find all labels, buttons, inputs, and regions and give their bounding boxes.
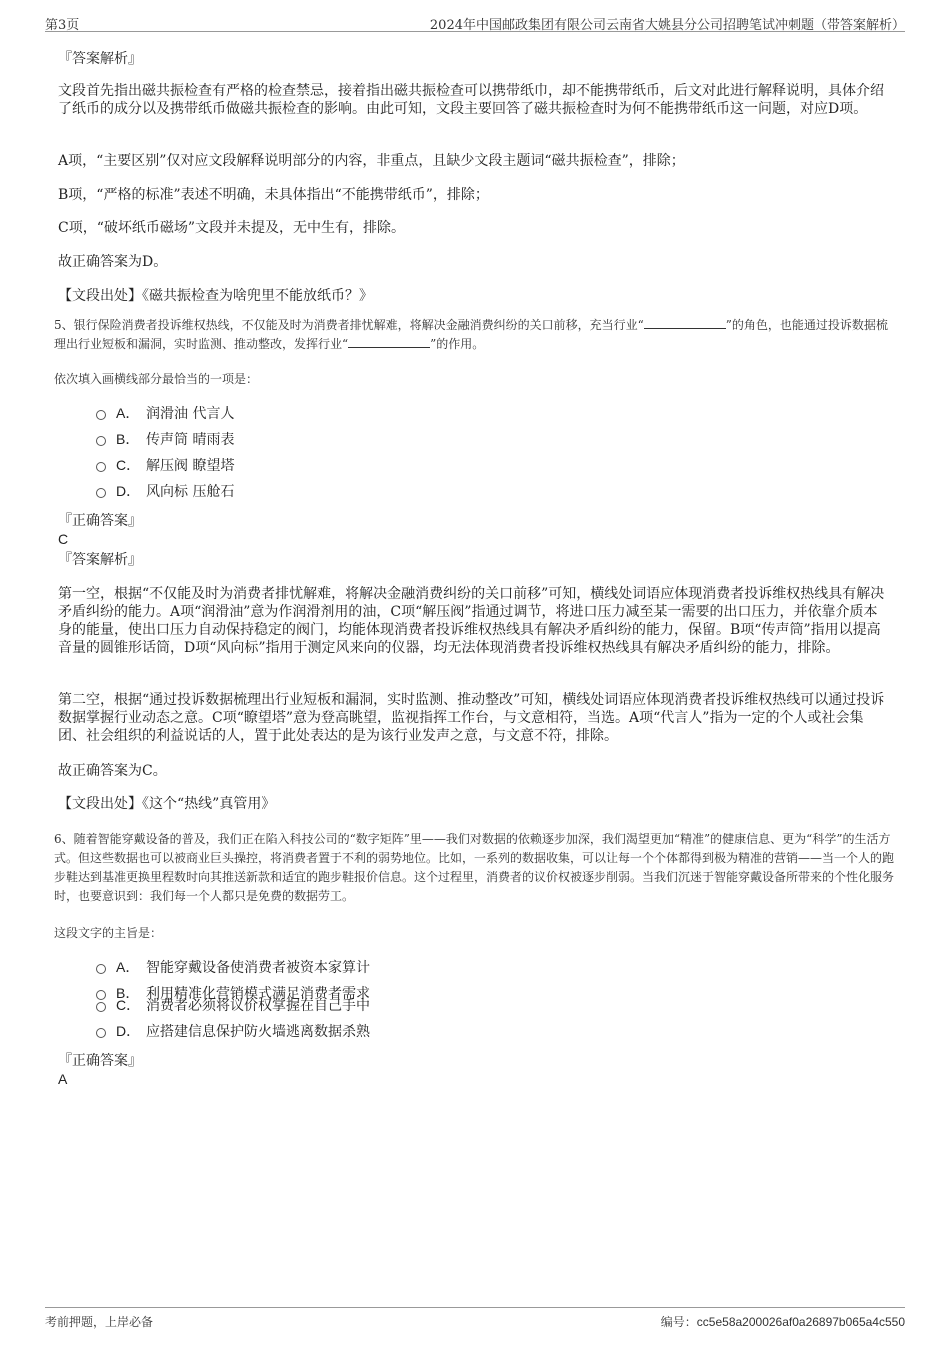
- footer-divider: [45, 1307, 905, 1308]
- option-text: 传声筒 晴雨表: [146, 432, 235, 448]
- radio-icon[interactable]: [96, 410, 106, 420]
- q6-option-a[interactable]: [96, 957, 370, 977]
- q5-conclusion: 故正确答案为C。: [58, 763, 167, 779]
- q4-source: 【文段出处】《磁共振检查为啥兜里不能放纸币？》: [58, 288, 373, 304]
- option-text: 解压阀 瞭望塔: [146, 458, 235, 474]
- option-letter: D．: [116, 483, 141, 499]
- q5-stem: [54, 316, 899, 354]
- option-letter: C．: [116, 457, 141, 473]
- q5-analysis-paragraph-1: 第一空，根据“不仅能及时为消费者排忧解难，将解决金融消费纠纷的关口前移”可知，横线处词语应体现消费者投诉维权热线具有解决矛盾纠纷的能力。A项“润滑油”意为作润滑剂用的油，C项“解压阀”指通过调节，将进口压力减至某一需要的出口压力，并依靠介质本身的能量，使出口压力自动保持稳定的阀门，均能体现消费者投诉维权热线具有解决矛盾纠纷的能力，保留。B项“传声筒”指用以提高音量的圆锥形话筒，D项“风向标”指用于测定风来向的仪器，均无法体现消费者投诉维权热线具有解决矛盾纠纷的能力，排除。: [58, 586, 885, 656]
- radio-icon[interactable]: [96, 462, 106, 472]
- radio-icon[interactable]: [96, 436, 106, 446]
- option-letter: B．: [116, 985, 140, 1001]
- radio-icon[interactable]: [96, 1028, 106, 1038]
- q4-option-b-analysis: B项，“严格的标准”表述不明确，未具体指出“不能携带纸币”，排除；: [58, 187, 489, 203]
- q5-answer: C: [58, 531, 69, 547]
- q5-analysis-heading: 『答案解析』: [58, 552, 142, 568]
- q4-option-c-analysis: C项，“破坏纸币磁场”文段并未提及，无中生有，排除。: [58, 220, 406, 236]
- option-letter: A．: [116, 959, 140, 975]
- page-number: 第3页: [45, 18, 80, 33]
- q4-conclusion: 故正确答案为D。: [58, 254, 168, 270]
- option-letter: A．: [116, 405, 140, 421]
- q6-answer-heading: 『正确答案』: [58, 1053, 142, 1069]
- radio-icon[interactable]: [96, 488, 106, 498]
- q5-stem-part3: ”的作用。: [430, 337, 485, 351]
- q5-prompt: 依次填入画横线部分最恰当的一项是：: [54, 372, 259, 386]
- q5-source: 【文段出处】《这个“热线”真管用》: [58, 796, 276, 812]
- option-text: 利用精准化营销模式满足消费者需求: [146, 986, 370, 1002]
- radio-icon[interactable]: [96, 1002, 106, 1012]
- q5-option-b[interactable]: [96, 429, 234, 449]
- q6-prompt: 这段文字的主旨是：: [54, 926, 163, 940]
- q5-option-a[interactable]: [96, 403, 234, 423]
- document-title: 2024年中国邮政集团有限公司云南省大姚县分公司招聘笔试冲刺题（带答案解析）: [429, 18, 905, 33]
- q4-option-a-analysis: A项，“主要区别”仅对应文段解释说明部分的内容，非重点，且缺少文段主题词“磁共振检查”，排除；: [58, 153, 685, 169]
- footer-slogan: 考前押题，上岸必备: [45, 1315, 154, 1329]
- q5-blank-1: [644, 316, 726, 329]
- document-id: 编号：cc5e58a200026af0a26897b065a4c550: [660, 1315, 905, 1329]
- option-text: 智能穿戴设备使消费者被资本家算计: [146, 960, 370, 976]
- option-letter: C．: [116, 997, 141, 1013]
- q6-option-c[interactable]: [96, 995, 370, 1015]
- q5-answer-heading: 『正确答案』: [58, 513, 142, 529]
- option-letter: D．: [116, 1023, 141, 1039]
- radio-icon[interactable]: [96, 964, 106, 974]
- q5-option-d[interactable]: [96, 481, 234, 501]
- option-text: 应搭建信息保护防火墙逃离数据杀熟: [146, 1024, 370, 1040]
- q5-option-c[interactable]: [96, 455, 234, 475]
- q5-stem-part1: 5、银行保险消费者投诉维权热线，不仅能及时为消费者排忧解难，将解决金融消费纠纷的关口前移，充当行业“: [54, 318, 644, 332]
- header-divider: [45, 31, 905, 32]
- q6-option-d[interactable]: [96, 1021, 370, 1041]
- option-text: 消费者必须将议价权掌握在自己手中: [146, 998, 370, 1014]
- option-text: 风向标 压舱石: [146, 484, 235, 500]
- q4-analysis-heading: 『答案解析』: [58, 51, 142, 67]
- q5-blank-2: [348, 335, 430, 348]
- q5-stem-part2: ”的角色，也能通过投诉数据梳理出行业短板和漏洞，实时监测、推动整改，发挥行业“: [54, 318, 888, 351]
- q6-stem: 6、随着智能穿戴设备的普及，我们正在陷入科技公司的“数字矩阵”里——我们对数据的依赖逐步加深，我们渴望更加“精准”的健康信息、更为“科学”的生活方式。但这些数据也可以被商业巨头操控，将消费者置于不利的弱势地位。比如，一系列的数据收集，可以让每一个个体都得到极为精准的营销——当一个人的跑步鞋达到基准更换里程数时向其推送新款和适宜的跑步鞋报价信息。这个过程里，消费者的议价权被逐步削弱。当我们沉迷于智能穿戴设备所带来的个性化服务时，也要意识到：我们每一个人都只是免费的数据劳工。: [54, 832, 895, 903]
- option-letter: B．: [116, 431, 140, 447]
- q6-answer: A: [58, 1071, 68, 1087]
- q4-analysis-paragraph: 文段首先指出磁共振检查有严格的检查禁忌，接着指出磁共振检查可以携带纸巾，却不能携带纸币，后文对此进行解释说明，具体介绍了纸币的成分以及携带纸币做磁共振检查的影响。由此可知，文段主要回答了磁共振检查时为何不能携带纸币这一问题，对应D项。: [58, 83, 884, 117]
- option-text: 润滑油 代言人: [146, 406, 235, 422]
- q5-analysis-paragraph-2: 第二空，根据“通过投诉数据梳理出行业短板和漏洞，实时监测、推动整改”可知，横线处词语应体现消费者投诉维权热线可以通过投诉数据掌握行业动态之意。C项“瞭望塔”意为登高眺望，监视指挥工作台，与文意相符，当选。A项“代言人”指为一定的个人或社会集团、社会组织的利益说话的人，置于此处表达的是为该行业发声之意，与文意不符，排除。: [58, 692, 885, 744]
